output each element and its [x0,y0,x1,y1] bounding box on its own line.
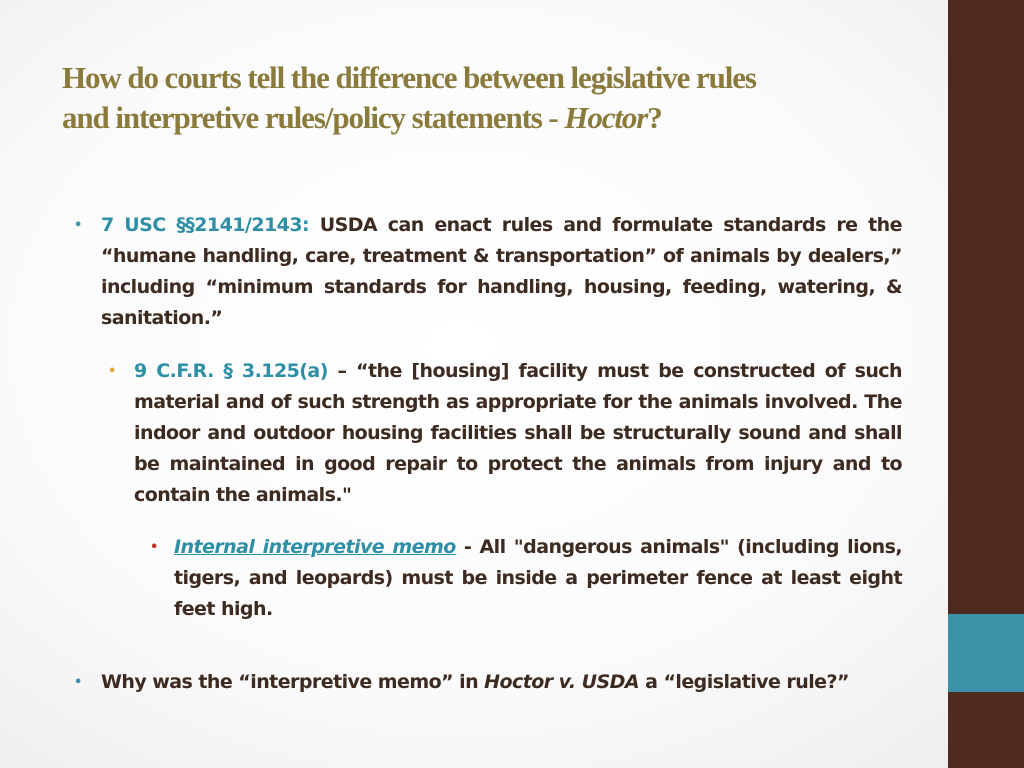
statute-text: USDA can enact rules and formulate standards re the “humane handling, care, treatment & transportation” of animals by dealers,” including “minimum standards for handling, housing, feeding, watering, & sanitation.” [101,214,902,329]
bullet-question [74,667,902,698]
internal-memo-link[interactable]: Internal interpretive memo [174,536,456,558]
slide-title [62,58,922,138]
sidebar-accent-block [948,614,1024,692]
bullet-dot-icon: • [108,364,116,379]
bullet-dot-icon: • [74,218,82,233]
bullet-memo [150,532,902,625]
question-suffix: a “legislative rule?” [639,671,849,693]
bullet-statute [74,210,902,334]
title-case-name: Hoctor [564,100,648,135]
regulation-citation: 9 C.F.R. § 3.125(a) [134,360,328,382]
title-line-1: How do courts tell the difference between legislative rules [62,60,756,95]
question-prefix: Why was the “interpretive memo” in [101,671,485,693]
bullet-dot-icon: • [74,675,82,690]
statute-citation: 7 USC §§2141/2143: [101,214,310,236]
regulation-text: – “the [housing] facility must be constructed of such material and of such strength as appropriate for the animals involved. The indoor and outdoor housing facilities shall be structurally sound and shall be maintained in good repair to protect the animals from injury and to contain the animals." [134,360,902,506]
question-case-name: Hoctor v. USDA [484,671,640,693]
title-question-mark: ? [647,100,662,135]
memo-text: - All "dangerous animals" (including lions, tigers, and leopards) must be inside a perimeter fence at least eight feet high. [174,536,902,620]
bullet-regulation [108,356,902,511]
title-line-2-prefix: and interpretive rules/policy statements - [62,100,565,135]
bullet-dot-icon: • [150,540,158,555]
